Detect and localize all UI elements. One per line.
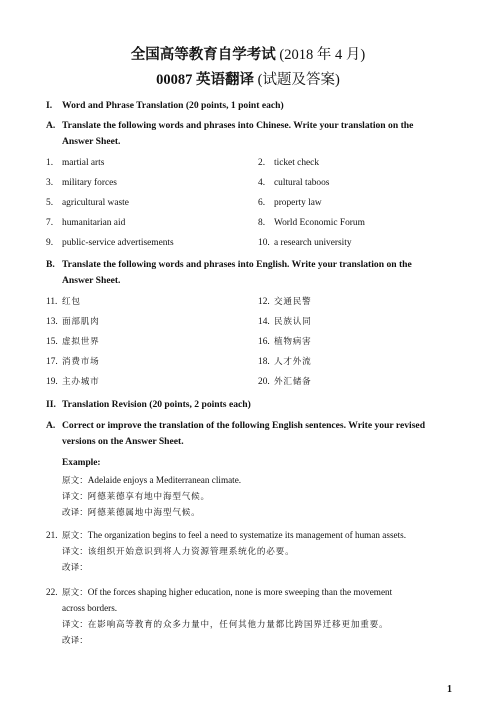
list-item: 5. agricultural waste xyxy=(46,198,129,208)
list-item: 6. property law xyxy=(258,198,322,208)
item-row xyxy=(46,335,456,349)
question-21-translation: 译文：该组织开始意识到将人力资源管理系统化的必要。 xyxy=(62,547,295,557)
part2-title: Translation Revision (20 points, 2 points each) xyxy=(62,399,251,410)
item-row xyxy=(46,176,456,190)
list-item: 12. 交通民警 xyxy=(258,297,312,307)
item-row xyxy=(46,236,456,250)
list-item: 19. 主办城市 xyxy=(46,377,100,387)
item-row xyxy=(46,196,456,210)
item-row xyxy=(46,216,456,230)
list-item: 14. 民族认同 xyxy=(258,317,312,327)
example-revision: 改译：阿德莱德属地中海型气候。 xyxy=(62,508,201,518)
part1-sectionA-line1: Translate the following words and phrases into Chinese. Write your translation on the xyxy=(62,120,414,131)
list-item: 13. 面部肌肉 xyxy=(46,317,100,327)
list-item: 2. ticket check xyxy=(258,158,320,168)
list-item: 17. 消费市场 xyxy=(46,357,100,367)
part1-number: I. xyxy=(46,100,53,111)
list-item: 4. cultural taboos xyxy=(258,178,330,188)
item-row xyxy=(46,156,456,170)
list-item: 20. 外汇储备 xyxy=(258,377,312,387)
part1-heading xyxy=(46,98,456,114)
part1-sectionB-line1: Translate the following words and phrases into English. Write your translation on the xyxy=(62,259,412,270)
example-label: Example: xyxy=(62,458,101,468)
part1-sectionB-letter: B. xyxy=(46,259,55,270)
part1-sectionA-line2: Answer Sheet. xyxy=(62,136,121,147)
list-item: 3. military forces xyxy=(46,178,117,188)
example-translation: 译文：阿德莱德享有地中海型气候。 xyxy=(62,492,210,502)
part2-sectionA-letter: A. xyxy=(46,420,56,431)
item-row xyxy=(46,355,456,369)
exam-subtitle xyxy=(0,68,496,89)
part2-heading xyxy=(46,397,456,413)
question-21-original: 21. 原文：The organization begins to feel a need to systematize its management of human assets. xyxy=(46,530,407,541)
item-row xyxy=(46,295,456,309)
list-item: 10. a research university xyxy=(258,238,352,248)
list-item: 11. 红包 xyxy=(46,297,81,307)
list-item: 16. 植物病害 xyxy=(258,337,312,347)
page-number: 1 xyxy=(447,684,452,695)
exam-subtitle-note: (试题及答案) xyxy=(257,72,340,88)
part1-sectionA-letter: A. xyxy=(46,120,56,131)
item-row xyxy=(46,315,456,329)
question-21-revision: 改译： xyxy=(62,563,88,573)
part1-sectionB-instruction xyxy=(46,257,456,289)
part2-sectionA-line1: Correct or improve the translation of the following English sentences. Write your revised xyxy=(62,420,426,431)
question-number: 21. xyxy=(46,530,58,540)
list-item: 9. public-service advertisements xyxy=(46,238,174,248)
exam-subtitle-main: 00087 英语翻译 xyxy=(156,72,255,88)
question-22-revision: 改译： xyxy=(62,636,88,646)
list-item: 18. 人才外流 xyxy=(258,357,312,367)
exam-title xyxy=(0,43,496,64)
list-item: 15. 虚拟世界 xyxy=(46,337,100,347)
list-item: 7. humanitarian aid xyxy=(46,218,126,228)
item-row xyxy=(46,375,456,389)
question-number: 22. xyxy=(46,587,58,597)
exam-title-main: 全国高等教育自学考试 xyxy=(130,47,276,63)
list-item: 8. World Economic Forum xyxy=(258,218,365,228)
list-item: 1. martial arts xyxy=(46,158,105,168)
part2-number: II. xyxy=(46,399,56,410)
exam-date: (2018 年 4 月) xyxy=(279,47,366,63)
part2-sectionA-line2: versions on the Answer Sheet. xyxy=(62,436,184,447)
question-22-original-cont: across borders. xyxy=(62,603,118,613)
question-22-original: 22. 原文：Of the forces shaping higher education, none is more sweeping than the movement xyxy=(46,587,393,598)
example-original: 原文：Adelaide enjoys a Mediterranean climate. xyxy=(62,475,242,486)
part2-sectionA-instruction xyxy=(46,418,456,450)
part1-sectionA-instruction xyxy=(46,118,456,150)
part1-sectionB-line2: Answer Sheet. xyxy=(62,275,121,286)
part1-title: Word and Phrase Translation (20 points, 1 point each) xyxy=(62,100,284,111)
question-22-translation: 译文：在影响高等教育的众多力量中，任何其他力量都比跨国界迁移更加重要。 xyxy=(62,620,389,630)
